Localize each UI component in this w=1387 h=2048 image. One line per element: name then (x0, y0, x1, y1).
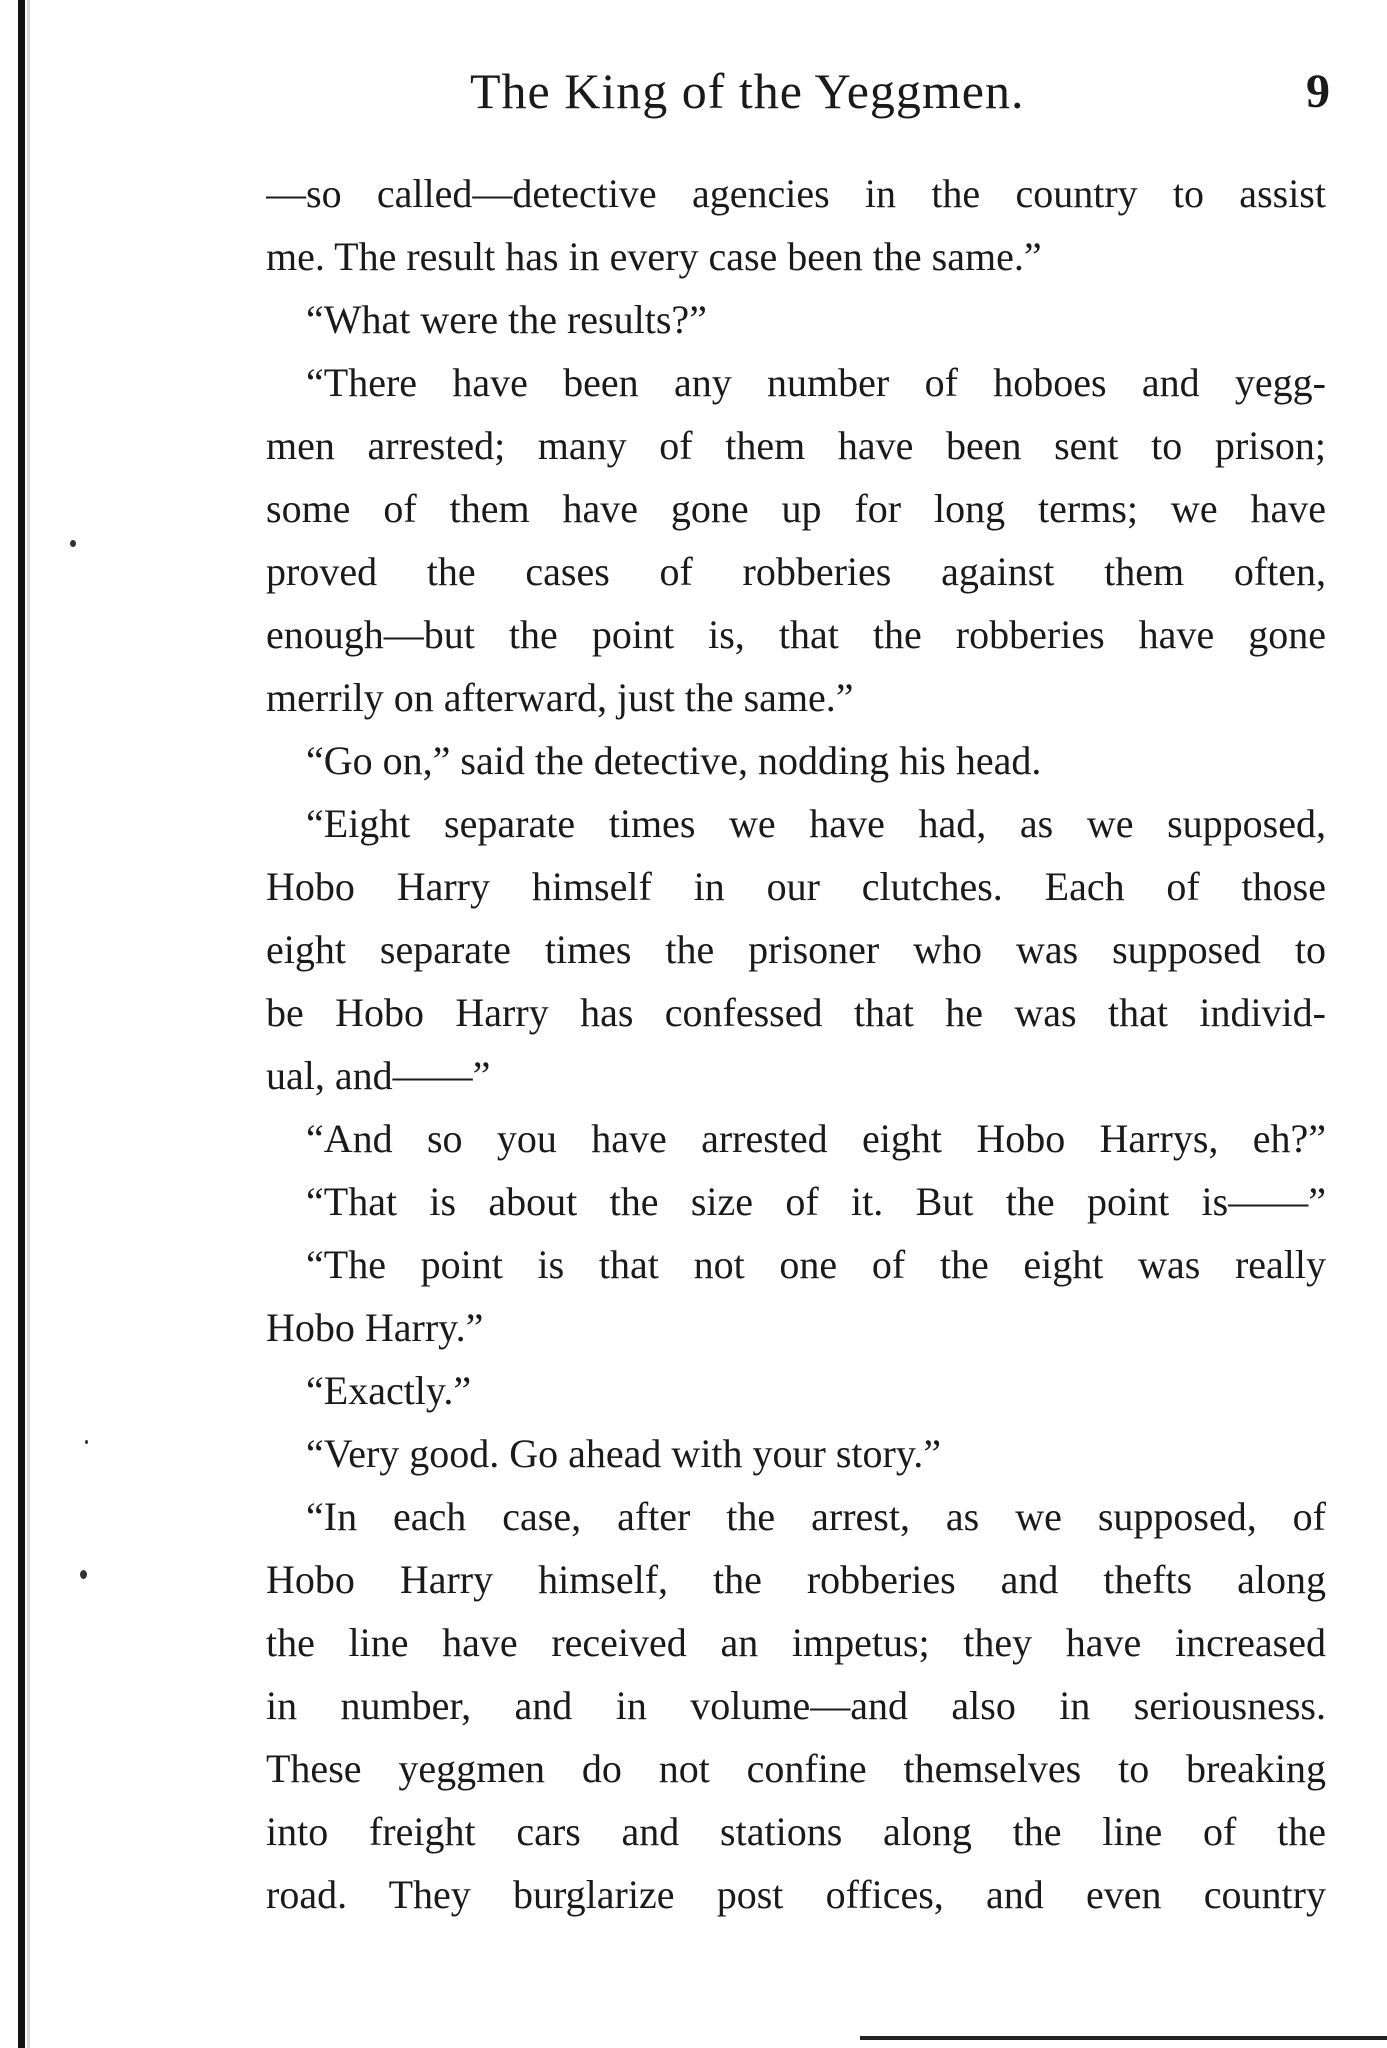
text-line: enough—but the point is, that the robberies have gone (266, 612, 1326, 657)
text-line: “Very good. Go ahead with your story.” (306, 1431, 942, 1476)
text-line: “Eight separate times we have had, as we supposed, (306, 801, 1326, 846)
page-bottom-edge (860, 2036, 1387, 2040)
print-speck (80, 1570, 87, 1579)
text-line: —so called—detective agencies in the country to assist (266, 171, 1326, 216)
text-line: “The point is that not one of the eight was really (306, 1242, 1326, 1287)
text-line: in number, and in volume—and also in seriousness. (266, 1683, 1326, 1728)
text-line: “Exactly.” (306, 1368, 472, 1413)
text-line: Hobo Harry.” (266, 1305, 484, 1350)
running-title: The King of the Yeggmen. (470, 63, 1025, 119)
text-line: men arrested; many of them have been sent to prison; (266, 423, 1326, 468)
print-speck (70, 540, 76, 547)
text-line: the line have received an impetus; they have increased (266, 1620, 1326, 1665)
text-line: be Hobo Harry has confessed that he was that individ- (266, 990, 1326, 1035)
text-line: merrily on afterward, just the same.” (266, 675, 854, 720)
text-line: These yeggmen do not confine themselves to breaking (266, 1746, 1326, 1791)
text-line: proved the cases of robberies against them often, (266, 549, 1326, 594)
gutter-shade (27, 0, 30, 2048)
running-header (470, 62, 1330, 132)
text-line: me. The result has in every case been the same.” (266, 234, 1042, 279)
text-line: “In each case, after the arrest, as we supposed, of (306, 1494, 1326, 1539)
text-line: “That is about the size of it. But the point is——” (306, 1179, 1326, 1224)
text-line: into freight cars and stations along the line of the (266, 1809, 1326, 1854)
text-line: “What were the results?” (306, 297, 707, 342)
text-line: “There have been any number of hoboes and yegg- (306, 360, 1326, 405)
text-line: Hobo Harry himself in our clutches. Each of those (266, 864, 1326, 909)
text-line: ual, and——” (266, 1053, 491, 1098)
page-body (266, 162, 1326, 1926)
text-line: eight separate times the prisoner who was supposed to (266, 927, 1326, 972)
page-number: 9 (1306, 65, 1330, 118)
text-line: road. They burglarize post offices, and even country (266, 1872, 1326, 1917)
text-line: “And so you have arrested eight Hobo Harrys, eh?” (306, 1116, 1326, 1161)
text-line: some of them have gone up for long terms; we have (266, 486, 1326, 531)
text-line: Hobo Harry himself, the robberies and thefts along (266, 1557, 1326, 1602)
book-spine-shadow (18, 0, 25, 2048)
print-speck (85, 1440, 88, 1444)
text-line: “Go on,” said the detective, nodding his head. (306, 738, 1042, 783)
